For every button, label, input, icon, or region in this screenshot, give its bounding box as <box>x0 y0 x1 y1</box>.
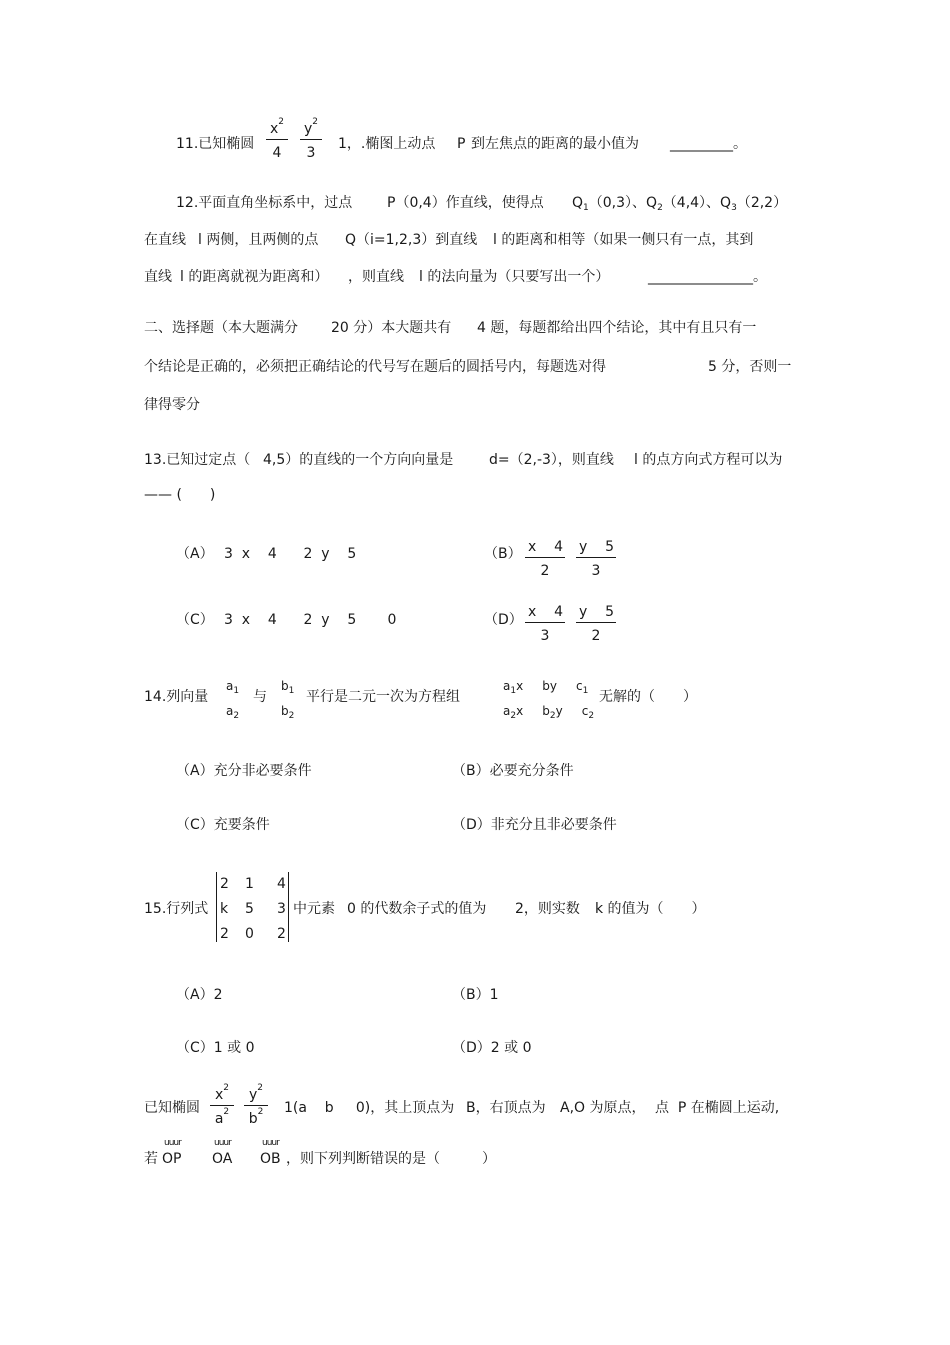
determinant-r3c3: 2 <box>277 926 286 942</box>
determinant-r1c3: 4 <box>277 876 286 892</box>
determinant-r2c1: k <box>220 901 229 917</box>
q13-line1-c: d=（2,-3），则直线 <box>489 452 614 468</box>
q14-with: 与 <box>253 689 267 705</box>
q13-option-d-fraction-1: $\frac{x 4}{3}$ <box>525 605 565 643</box>
q13-line1-a: 13.已知过定点（ <box>144 452 251 468</box>
q11-point: P <box>457 136 466 152</box>
q16-top-vertex: B，右顶点为 <box>466 1100 546 1116</box>
q14-prefix: 14.列向量 <box>144 689 209 705</box>
section2-line2-b: 5 分，否则一 <box>708 359 792 375</box>
determinant-left-bar <box>216 872 217 942</box>
q11-tail: 到左焦点的距离的最小值为 <box>471 136 639 152</box>
vector-oa: OA <box>212 1151 233 1167</box>
q11-mid: 1，.椭图上动点 <box>338 136 436 152</box>
q14-option-a[interactable]: （A）充分非必要条件 <box>176 763 312 779</box>
q15-tail-3: 2，则实数 <box>515 901 580 917</box>
q12-line1-a: 12.平面直角坐标系中，过点 <box>176 195 353 211</box>
q11-fraction-y: $\frac{y^2}{3}$ <box>300 122 322 160</box>
section2-line2-a: 个结论是正确的，必须把正确结论的代号写在题后的圆括号内，每题选对得 <box>144 359 606 375</box>
q13-line1-d: l 的点方向式方程可以为 <box>634 452 783 468</box>
q12-answer-blank[interactable]: _______________。 <box>648 269 767 285</box>
q12-line3-d: l 的法向量为（只要写出一个） <box>419 269 610 285</box>
q15-option-c[interactable]: （C）1 或 0 <box>176 1040 255 1056</box>
vector-arrow-ob: uuur <box>262 1138 279 1148</box>
q12-line1-b: P（0,4）作直线，使得点 <box>387 195 544 211</box>
q16-point-p: 点 P 在椭圆上运动, <box>655 1100 780 1116</box>
q15-tail-1: 中元素 <box>293 901 335 917</box>
determinant-r2c2: 5 <box>245 901 254 917</box>
determinant-r3c2: 0 <box>245 926 254 942</box>
q14-system-row2: $a_2x$ $b_2y$ $c_2$ <box>503 704 595 721</box>
determinant-r1c2: 1 <box>245 876 254 892</box>
q13-option-d-label[interactable]: （D） <box>484 612 523 628</box>
q12-line2-d: l 的距离和相等（如果一侧只有一点，其到 <box>493 232 754 248</box>
q14-option-c[interactable]: （C）充要条件 <box>176 817 270 833</box>
q16-line2-tail: ，则下列判断错误的是（ ） <box>286 1151 496 1167</box>
determinant-r2c3: 3 <box>277 901 286 917</box>
q14-vector-a-bottom: $a_2$ <box>226 704 240 721</box>
q15-option-b[interactable]: （B）1 <box>452 987 499 1003</box>
q13-option-d-fraction-2: $\frac{y 5}{2}$ <box>576 605 616 643</box>
q12-line3-c: ，则直线 <box>348 269 404 285</box>
q16-line2-prefix: 若 <box>144 1151 158 1167</box>
q15-tail-4: k 的值为（ ） <box>595 901 706 917</box>
q12-line2-c: Q（i=1,2,3）到直线 <box>345 232 478 248</box>
q11-answer-blank[interactable]: _________。 <box>670 136 747 152</box>
q12-line1-q1: $Q_1(0,3)$、$Q_2(4,4)$、$Q_3(2,2)$ <box>572 195 788 213</box>
q13-option-b-fraction-1: $\frac{x 4}{2}$ <box>525 540 565 578</box>
determinant-r1c1: 2 <box>220 876 229 892</box>
determinant-r3c1: 2 <box>220 926 229 942</box>
vector-arrow-oa: uuur <box>214 1138 231 1148</box>
q16-fraction-x: $\frac{x^2}{a^2}$ <box>210 1088 234 1126</box>
q13-option-a-expr: 3 x 4 2 y 5 <box>224 546 357 562</box>
q16-fraction-y: $\frac{y^2}{b^2}$ <box>244 1088 268 1126</box>
q15-prefix: 15.行列式 <box>144 901 209 917</box>
q15-option-a[interactable]: （A）2 <box>176 987 223 1003</box>
q15-option-d[interactable]: （D）2 或 0 <box>452 1040 532 1056</box>
q13-line1-b: 4,5）的直线的一个方向向量是 <box>263 452 454 468</box>
q14-option-d[interactable]: （D）非充分且非必要条件 <box>452 817 617 833</box>
q14-vector-b-bottom: $b_2$ <box>281 704 295 721</box>
vector-op: OP <box>162 1151 182 1167</box>
q14-option-b[interactable]: （B）必要充分条件 <box>452 763 574 779</box>
q13-option-a-label[interactable]: （A） <box>176 546 214 562</box>
q15-tail-2: 0 的代数余子式的值为 <box>347 901 487 917</box>
q14-tail: 无解的（ ） <box>599 689 697 705</box>
q13-option-b-fraction-2: $\frac{y 5}{3}$ <box>576 540 616 578</box>
determinant-right-bar <box>288 872 289 942</box>
q11-prefix: 11.已知椭圆 <box>176 136 255 152</box>
q13-option-b-label[interactable]: （B） <box>484 546 522 562</box>
q14-mid: 平行是二元一次为方程组 <box>306 689 460 705</box>
q12-line2-a: 在直线 <box>144 232 186 248</box>
q14-vector-b-top: $b_1$ <box>281 679 295 696</box>
q13-line2: —— ( ) <box>144 487 216 503</box>
vector-arrow-op: uuur <box>164 1138 181 1148</box>
section2-line3: 律得零分 <box>144 397 200 413</box>
q13-option-c-label[interactable]: （C） <box>176 612 214 628</box>
q16-origin: A,O 为原点， <box>560 1100 646 1116</box>
q12-line2-b: l 两侧，且两侧的点 <box>198 232 319 248</box>
q16-condition: 1(a b 0)，其上顶点为 <box>284 1100 455 1116</box>
q13-option-c-expr: 3 x 4 2 y 5 0 <box>224 612 397 628</box>
section2-line1-a: 二、选择题（本大题满分 <box>144 320 298 336</box>
q14-vector-a-top: $a_1$ <box>226 679 240 696</box>
q12-line3-b: l 的距离就视为距离和） <box>180 269 329 285</box>
q16-prefix: 已知椭圆 <box>144 1100 200 1116</box>
vector-ob: OB <box>260 1151 281 1167</box>
q11-fraction-x: $\frac{x^2}{4}$ <box>266 122 288 160</box>
section2-line1-b: 20 分）本大题共有 <box>331 320 452 336</box>
q12-line3-a: 直线 <box>144 269 172 285</box>
q14-system-row1: $a_1x$ by $c_1$ <box>503 679 589 696</box>
section2-line1-c: 4 题，每题都给出四个结论，其中有且只有一 <box>477 320 757 336</box>
